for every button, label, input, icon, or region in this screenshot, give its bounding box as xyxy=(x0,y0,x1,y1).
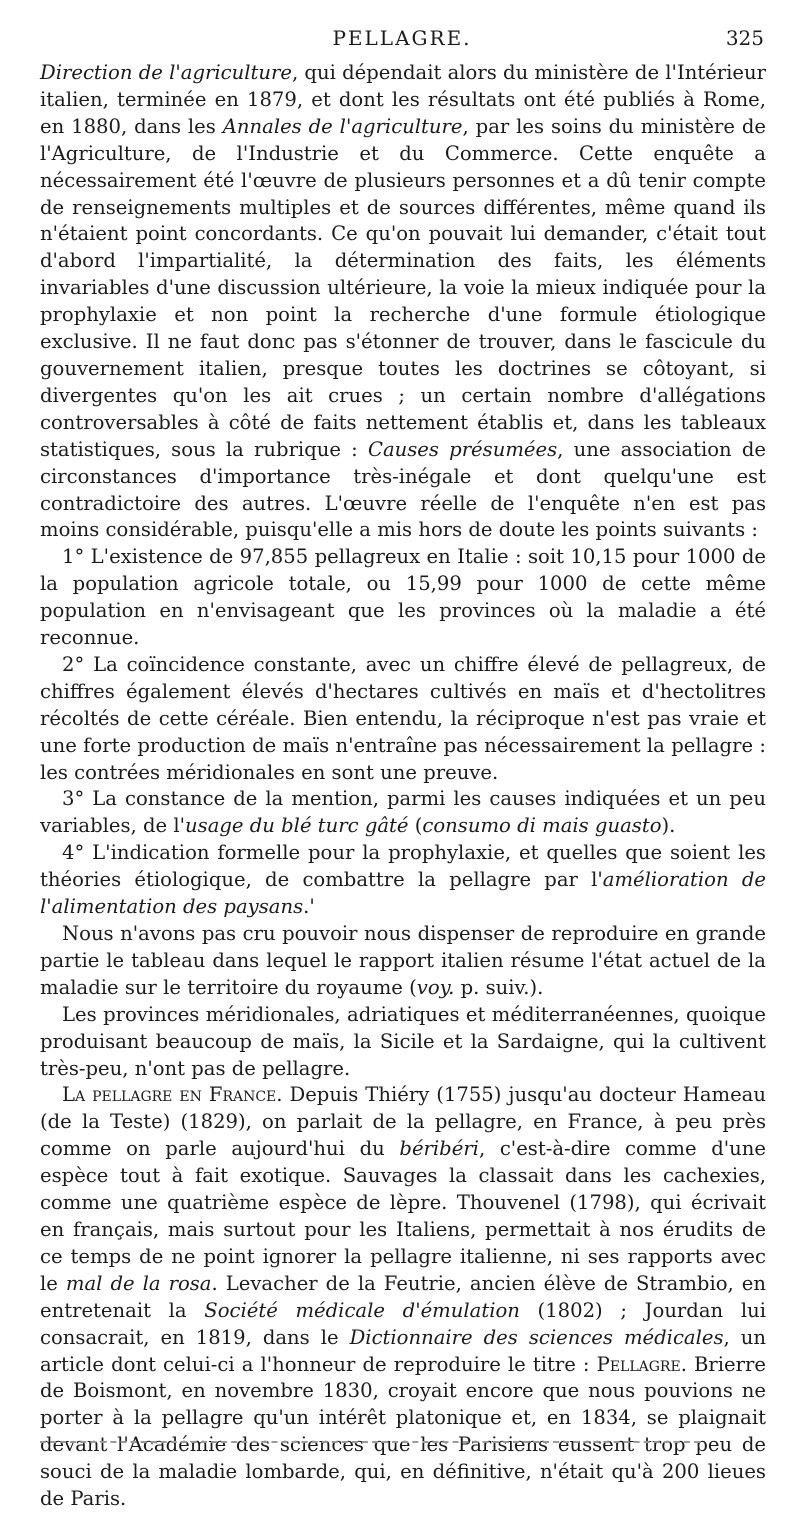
text-run: , un article dont celui-ci a l'honneur de reproduire le titre : xyxy=(40,1325,766,1376)
paragraph-point-1 xyxy=(40,544,766,652)
text-run: 2° La coïncidence constante, avec un chiffre élevé de pellagreux, de chiffres également élevés d'hectares cultivés en maïs et d'hectolitres récoltés de cette céréale. Bien entendu, la réciproque n'est pas vraie et une forte production de maïs n'entraîne pas nécessairement la pellagre : les contrées méridionales en sont une preuve. xyxy=(40,652,766,784)
text-run: Depuis Thiéry (1755) jusqu'au docteur Hameau (de la Teste) (1829), on parlait de la pellagre, en France, à peu près comme on parle aujourd'hui du xyxy=(40,1083,766,1161)
italic-text: Causes présumées xyxy=(367,437,558,461)
text-run: , qui dépendait alors du ministère de l'Intérieur italien, terminée en 1879, et dont les résultats ont été publiés à Rome, en 1880, dans les xyxy=(40,61,766,138)
text-run: , c'est-à-dire comme d'une espèce tout à fait exotique. Sauvages la classait dans les cachexies, comme une quatrième espèce de lèpre. Thouvenel (1798), qui écrivait en français, mais surtout pour les Italiens, permettait à nos érudits de ce temps de ne point ignorer la pellagre italienne, ni ses rapports avec le xyxy=(40,1137,766,1295)
italic-text: voy. xyxy=(416,975,455,999)
running-head: PELLAGRE. xyxy=(332,26,472,50)
italic-text: usage du blé turc gâté xyxy=(185,814,409,838)
text-run: , par les soins du ministère de l'Agriculture, de l'Industrie et du Commerce. Cette enquête a nécessairement été l'œuvre de plusieurs personnes et a dû tenir compte de renseignements multiples et de sources différentes, même quand ils n'étaient point concordants. Ce qu'on pouvait lui demander, c'était tout d'abord l'impartialité, la détermination des faits, les éléments invariables d'une discussion ultérieure, la voie la mieux indiquée pour la prophylaxie et non point la recherche d'une formule étiologique exclusive. Il ne faut donc pas s'étonner de trouver, dans le fascicule du gouvernement italien, presque toutes les doctrines se côtoyant, si divergentes qu'on les ait crues ; un certain nombre d'allégations controversables à côté de faits nettement établis et, dans les tableaux statistiques, sous la rubrique : xyxy=(40,114,766,461)
text-run: . Levacher de la Feutrie, ancien élève de Strambio, en entretenait la xyxy=(40,1271,766,1322)
italic-text: Société médicale d'émulation xyxy=(204,1298,520,1322)
text-run: p. suiv.). xyxy=(454,975,544,999)
text-run: 3° La constance de la mention, parmi les causes indiquées et un peu variables, de l' xyxy=(40,787,766,838)
italic-text: Direction de l'agriculture xyxy=(40,61,292,84)
text-run: Les provinces méridionales, adriatiques et méditerranéennes, quoique produisant beaucoup de maïs, la Sicile et la Sardaigne, qui la cultivent très-peu, n'ont pas de pellagre. xyxy=(40,1002,766,1080)
body-text xyxy=(40,60,766,1513)
text-run: Nous n'avons pas cru pouvoir nous dispenser de reproduire en grande partie le tableau dans lequel le rapport italien résume l'état actuel de la maladie sur le territoire du royaume ( xyxy=(40,922,766,999)
page-header xyxy=(40,26,764,56)
italic-text: consumo di mais guasto xyxy=(422,814,662,838)
paragraph-direction xyxy=(40,60,766,544)
text-run: 1° L'existence de 97,855 pellagreux en Italie : soit 10,15 pour 1000 de la population agricole totale, ou 15,99 pour 1000 de cette même population en n'envisageant que les provinces où la maladie a été reconnue. xyxy=(40,545,766,650)
paragraph-tableau xyxy=(40,921,766,1002)
bottom-rule xyxy=(40,1441,700,1443)
paragraph-point-3 xyxy=(40,786,766,840)
text-run: 4° L'indication formelle pour la prophylaxie, et quelles que soient les théories étiologique, de combattre la pellagre par l' xyxy=(40,841,766,892)
text-run: (1802) ; Jourdan lui consacrait, en 1819, dans le xyxy=(40,1298,766,1349)
text-run: ( xyxy=(408,814,423,838)
italic-text: mal de la rosa xyxy=(65,1271,212,1295)
small-caps-text: Pellagre xyxy=(596,1352,681,1376)
text-run: . Brierre de Boismont, en novembre 1830, croyait encore que nous pouvions ne porter à la pellagre qu'un intérêt platonique et, en 1834, se plaignait devant l'Académie des sciences que les Parisiens eussent trop peu de souci de la maladie lombarde, qui, en définitive, n'était qu'à 200 lieues de Paris. xyxy=(40,1352,766,1511)
paragraph-provinces xyxy=(40,1002,766,1083)
italic-text: béribéri xyxy=(399,1137,479,1161)
text-run: ). xyxy=(661,814,676,838)
page-number: 325 xyxy=(725,26,764,50)
italic-text: Annales de l'agriculture xyxy=(222,114,463,138)
text-run: .' xyxy=(303,895,315,919)
paragraph-point-2 xyxy=(40,652,766,787)
paragraph-france xyxy=(40,1082,766,1513)
small-caps-text: La pellagre en France. xyxy=(62,1083,283,1107)
italic-text: amélioration de l'alimentation des paysans xyxy=(40,868,766,919)
italic-text: Dictionnaire des sciences médicales xyxy=(349,1325,724,1349)
text-run: , une association de circonstances d'importance très-inégale et dont quelqu'une est contradictoire des autres. L'œuvre réelle de l'enquête n'en est pas moins considérable, puisqu'elle a mis hors de doute les points suivants : xyxy=(40,437,767,542)
paragraph-point-4 xyxy=(40,840,766,921)
